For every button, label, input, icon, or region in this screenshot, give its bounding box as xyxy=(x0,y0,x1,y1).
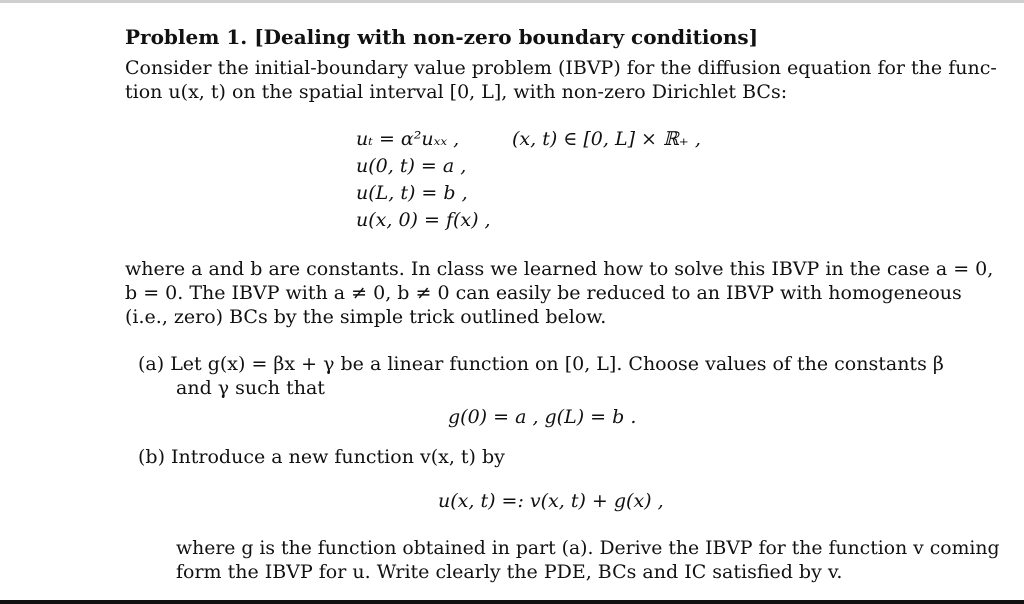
part-b-line-3: form the IBVP for u. Write clearly the PDE, BCs and IC satisfied by v. xyxy=(176,561,843,583)
problem-title: Problem 1. [Dealing with non-zero boundary conditions] xyxy=(125,25,759,49)
where-line-1: where a and b are constants. In class we learned how to solve this IBVP in the case a = 0, xyxy=(125,258,994,280)
ic-equation: u(x, 0) = f(x) , xyxy=(356,209,491,231)
part-b-line-2: where g is the function obtained in part (a). Derive the IBVP for the function v coming xyxy=(176,537,1000,559)
part-a-line-2: and γ such that xyxy=(176,377,325,399)
bc-left-equation: u(0, t) = a , xyxy=(356,155,467,177)
part-b-line-1: (b) Introduce a new function v(x, t) by xyxy=(138,446,505,468)
part-b-equation: u(x, t) =: v(x, t) + g(x) , xyxy=(438,490,664,512)
intro-line-2: tion u(x, t) on the spatial interval [0, L], with non-zero Dirichlet BCs: xyxy=(125,81,788,103)
bc-right-equation: u(L, t) = b , xyxy=(356,182,468,204)
pde-domain: (x, t) ∈ [0, L] × ℝ₊ , xyxy=(512,128,701,150)
part-a-equation: g(0) = a , g(L) = b . xyxy=(448,406,637,428)
where-line-3: (i.e., zero) BCs by the simple trick outlined below. xyxy=(125,306,607,328)
intro-line-1: Consider the initial-boundary value problem (IBVP) for the diffusion equation for the func- xyxy=(125,57,997,79)
top-edge xyxy=(0,0,1024,3)
part-a-line-1: (a) Let g(x) = βx + γ be a linear function on [0, L]. Choose values of the constants β xyxy=(138,353,944,375)
pde-equation: uₜ = α²uₓₓ , xyxy=(356,128,460,150)
bottom-edge xyxy=(0,600,1024,604)
where-line-2: b = 0. The IBVP with a ≠ 0, b ≠ 0 can easily be reduced to an IBVP with homogeneous xyxy=(125,282,962,304)
